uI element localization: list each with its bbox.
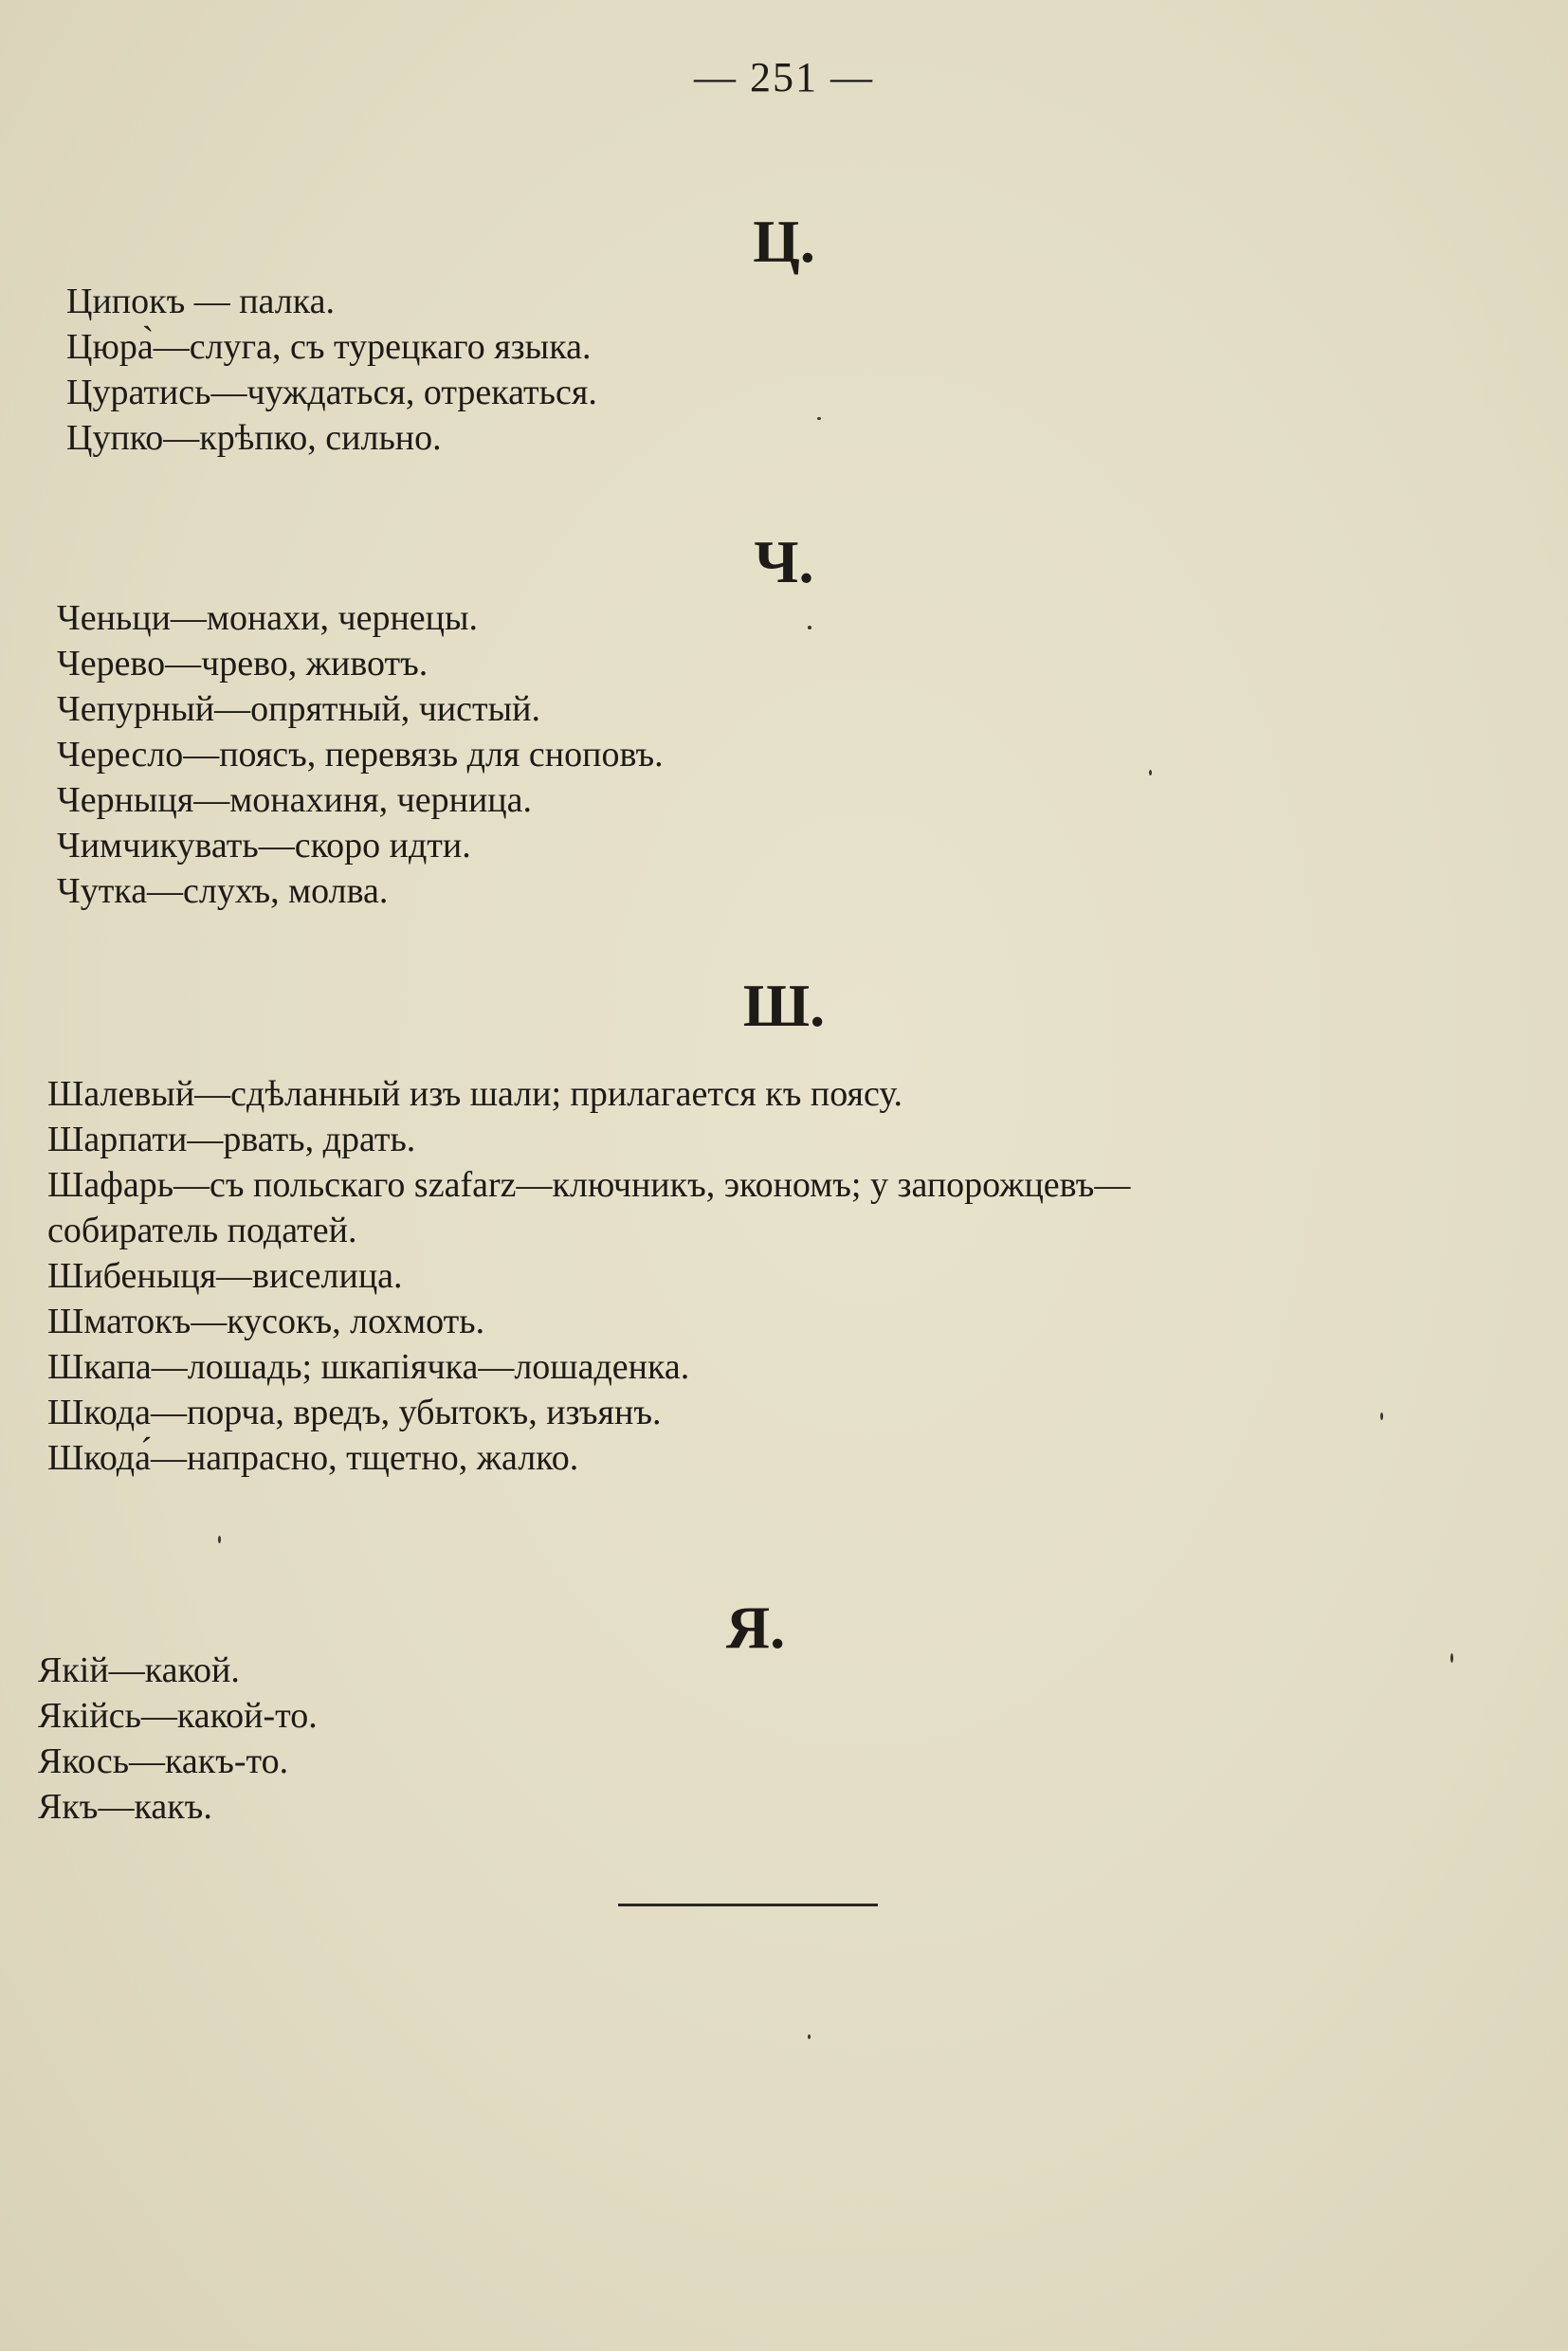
entries-ch xyxy=(57,595,664,914)
paper-speck xyxy=(808,626,811,629)
paper-speck xyxy=(1149,770,1152,775)
paper-speck xyxy=(218,1536,221,1543)
dictionary-entry: Шкода—порча, вредъ, убытокъ, изъянъ. xyxy=(47,1393,662,1432)
dictionary-entry: Шибеныця—виселица. xyxy=(47,1256,403,1296)
dictionary-entry: Цупко—крѣпко, сильно. xyxy=(66,418,442,458)
dictionary-entry: Шалевый—сдѣланный изъ шали; прилагается къ поясу. xyxy=(47,1074,903,1114)
dictionary-entry: Шкапа—лошадь; шкапiячка—лошаденка. xyxy=(47,1347,690,1387)
dictionary-entry: Якiй—какой. xyxy=(38,1650,240,1690)
paper-speck xyxy=(817,417,821,420)
dictionary-entry: Цуратись—чуждаться, отрекаться. xyxy=(66,373,597,412)
paper-speck xyxy=(1450,1653,1453,1663)
dictionary-entry-continuation: собиратель податей. xyxy=(47,1211,357,1250)
dictionary-entry: Шкода́—напрасно, тщетно, жалко. xyxy=(47,1438,579,1478)
section-heading-ch: Ч. xyxy=(754,528,814,595)
entries-sh xyxy=(47,1071,1130,1481)
dictionary-entry: Якiйсь—какой-то. xyxy=(38,1696,318,1736)
entries-ya xyxy=(38,1648,318,1830)
section-heading-ya: Я. xyxy=(725,1594,786,1661)
dictionary-entry: Якось—какъ-то. xyxy=(38,1741,289,1781)
dictionary-entry: Шматокъ—кусокъ, лохмоть. xyxy=(47,1302,485,1341)
page-number: — 251 — xyxy=(694,54,874,100)
dictionary-entry: Цюра̀—слуга, съ турецкаго языка. xyxy=(66,327,592,367)
section-heading-ts: Ц. xyxy=(753,208,815,275)
dictionary-entry: Черево—чрево, животъ. xyxy=(57,644,428,683)
dictionary-entry: Черныця—монахиня, черница. xyxy=(57,780,532,820)
paper-speck xyxy=(808,2034,811,2039)
end-rule xyxy=(618,1904,878,1906)
dictionary-entry: Шарпати—рвать, драть. xyxy=(47,1120,416,1159)
dictionary-entry: Шафарь—съ польскаго szafarz—ключникъ, экономъ; у запорожцевъ— xyxy=(47,1165,1131,1205)
dictionary-entry: Якъ—какъ. xyxy=(38,1787,212,1827)
dictionary-entry: Чепурный—опрятный, чистый. xyxy=(57,689,541,729)
section-heading-sh: Ш. xyxy=(742,972,826,1039)
dictionary-entry: Чимчикувать—скоро идти. xyxy=(57,826,471,866)
dictionary-entry: Чересло—поясъ, перевязь для сноповъ. xyxy=(57,735,664,775)
entries-ts xyxy=(66,279,597,461)
paper-speck xyxy=(1380,1412,1383,1420)
dictionary-entry: Чутка—слухъ, молва. xyxy=(57,871,389,911)
dictionary-entry: Ченьци—монахи, чернецы. xyxy=(57,598,479,638)
dictionary-entry: Ципокъ — палка. xyxy=(66,282,335,321)
